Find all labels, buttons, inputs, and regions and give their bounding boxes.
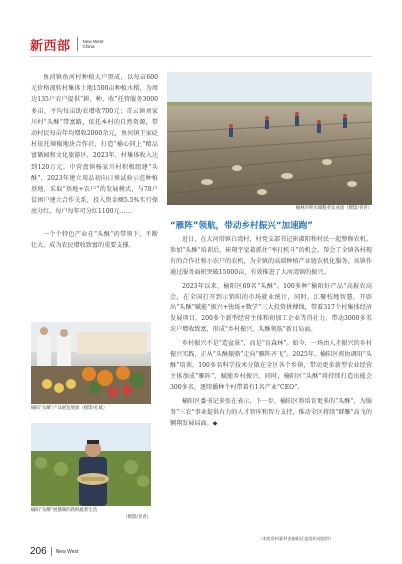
left-column [31, 72, 158, 251]
logo-en-line1: New West [82, 39, 104, 44]
footer-brand: New West [55, 548, 79, 555]
right-paragraph-2: 2023年以来，榆阳区69名“头酥”、100多种“榆阳好产品”高报农高会，在全国打开到示销阳的市场就业统计，同时，汇聚校地智慧，开辟出“头酥”赋能“振兴+快练+数学”三大投资拼搏线，带着317个村集体经济发展项目，200多个新型经营主体和初加工企业等得社力，带动3000多名农户增收致富，形成“乡村振兴、头酥领航”新目局面。 [170, 282, 372, 334]
produce-stall-photo [31, 322, 151, 404]
produce-stall-illustration [31, 322, 151, 404]
man-with-produce-photo [31, 423, 151, 506]
field-photo-caption: 榆林市积水城粮业农业园（摄影/青青） [295, 206, 372, 211]
right-paragraph-4 [170, 397, 372, 430]
stall-photo-caption: 榆阳“头酥”产品展览展演（摄影/孔斌） [31, 406, 108, 411]
right-paragraph-1: 近日，在大河塔镇白湾村，村党支部书记崔淑阳和村民一起整修农机。参加“头酥”培训后，崔翔宇觉着抓住“率打机斗”的机会，帮会了全镇各村现有的合作社和小农户的农机，为全镇的高端种植产业链农机化服务，该镇作通过服务面积突破15000亩，有效推进了大河湾镇的振兴。 [170, 236, 372, 276]
right-column [170, 235, 372, 429]
field-harvest-illustration [167, 72, 372, 205]
man-with-produce-illustration [31, 423, 151, 506]
end-mark: ◆ [212, 419, 218, 427]
man-caption-line-2: （摄影/青青） [123, 514, 151, 520]
man-photo-caption [31, 508, 151, 521]
magazine-logo-english [83, 39, 104, 49]
footer-divider [51, 547, 52, 556]
logo-en-line2: China [82, 44, 95, 49]
left-paragraph-1: 鱼河镇鱼河村种植大户黑成，以每亩600元价格流转村集体土地1500亩种植水稻，为周边135户农户提供“耕、种、收”托管服务3000多亩，平均每亩助农增收700元；青云镇刘家川村“头酥”带富路，依托本村的自然资源，带动村民每亩年均增收2000余元，鱼河镇王家砭村依托辣椒地块合作社，打造“榆心同上”精品富硒园和文化旅游区，2023年，村集体收入达到120万元。中营盘镇杨家川村积极组建“头酥”，2023年建立用品初向日葵试验示范种植基地，采取“基地+农户”的发展模式，与78户贫困户建立合作关系，投入资金额5.5%实行保底分红，每户每年可分红1100元…… [31, 74, 158, 216]
logo-divider [77, 37, 78, 51]
header-rule [30, 56, 372, 57]
page-footer [30, 546, 78, 557]
page-header [30, 36, 103, 52]
man-caption-line-1: 榆阳“头酥”展播湖的新鲜蔬菜生活 [31, 508, 97, 513]
right-paragraph-3: 乡村振兴不是“造盆景”，而是“育森林”。如今，一场由人才振兴的乡村振兴实践，正从“头酥振骆”走向“雁阵齐飞”。2025年，榆阳区将协调用“头酥”培训，100多名科学技术分散在全区各个乡镇，带动更多新型农业经营主体加成“雁阵”，赋能乡村振兴。同时，榆阳区“头酥”将持续打造出能会300多名，逐续播种个村带着有1名产业“CEO”。 [170, 340, 372, 391]
source-footnote: （本组资料素材由榆阳区委组织部提供） [258, 536, 334, 541]
field-harvest-photo [167, 72, 372, 205]
left-paragraph-2: 一个个特色产业在“头酥”的带领下，不断壮大，成为农民增收致富的重要支撑。 [31, 230, 158, 249]
page-number: 206 [30, 546, 47, 557]
magazine-logo: 新西部 [30, 38, 71, 54]
right-paragraph-4-text: 榆阳区委书记多张在表示，下一步，榆阳区将培育更多的“头酥”，为服务“三农”事业提供有力的人才智库和智力支持，推动全区将续“群雁”高飞的翱翔发展局面。 [170, 397, 372, 427]
section-headline: “雁阵”领航，带动乡村振兴“加速跑” [170, 221, 313, 231]
